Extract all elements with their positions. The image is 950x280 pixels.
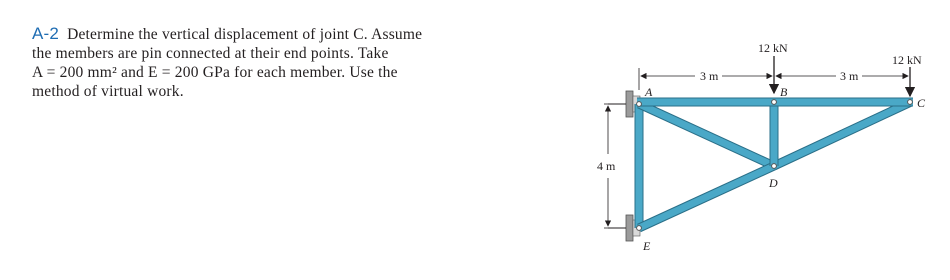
problem-text-1: Determine the vertical displacement of joint C. Assume bbox=[67, 26, 423, 43]
problem-line-2: the members are pin connected at their end points. Take bbox=[32, 45, 389, 62]
dim-ab-label: 3 m bbox=[700, 69, 719, 83]
dim-ae-label: 4 m bbox=[597, 159, 616, 173]
joint-label-a: A bbox=[645, 85, 653, 99]
dim-bc-label: 3 m bbox=[840, 69, 859, 83]
problem-number: A-2 bbox=[32, 24, 60, 43]
joint-label-e: E bbox=[643, 239, 651, 253]
load-c-label: 12 kN bbox=[892, 53, 922, 67]
load-b-label: 12 kN bbox=[758, 41, 788, 55]
joint-label-d: D bbox=[769, 176, 778, 190]
problem-line-4: method of virtual work. bbox=[32, 83, 184, 100]
joint-label-c: C bbox=[917, 96, 926, 110]
problem-line-3: A = 200 mm² and E = 200 GPa for each member. Use the bbox=[32, 64, 398, 81]
joint-label-b: B bbox=[780, 85, 788, 99]
